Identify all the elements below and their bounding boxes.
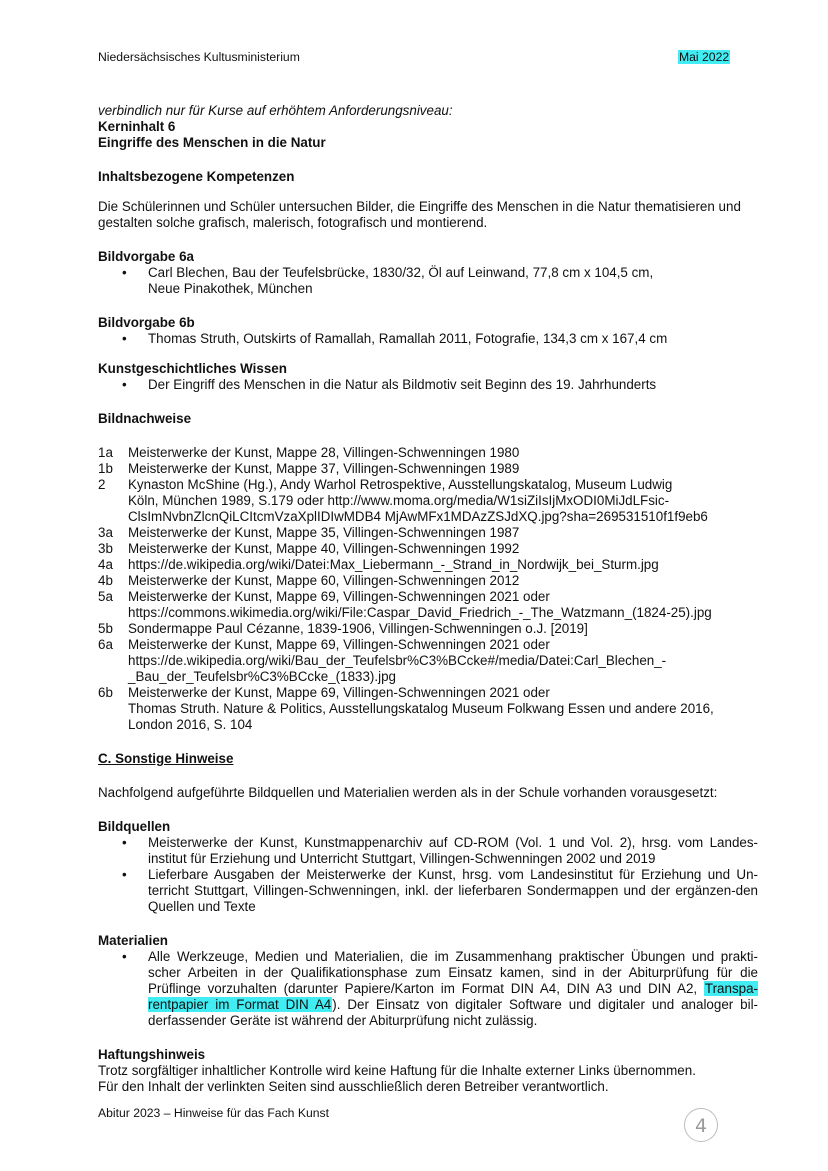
bildvorgabe-6a-item: • Carl Blechen, Bau der Teufelsbrücke, 1830/32, Öl auf Leinwand, 77,8 cm x 104,5 cm, Neue Pinakothek, München (98, 265, 758, 297)
bildnachweis-text (128, 573, 758, 589)
bildnachweise-list (98, 445, 758, 733)
bildnachweis-row (98, 541, 758, 557)
sonstige-text: Nachfolgend aufgeführte Bildquellen und Materialien werden als in der Schule vorhanden vorausgesetzt: (98, 785, 718, 800)
materialien-heading: Materialien (98, 933, 168, 948)
bildquellen-item: • Meisterwerke der Kunst, Kunstmappenarchiv auf CD-ROM (Vol. 1 und Vol. 2), hrsg. vom Landes-institut für Erziehung und Unterricht Stuttgart, Villingen-Schwenningen 2002 und 2019 (98, 835, 758, 867)
bildnachweis-text (128, 477, 758, 525)
kompetenzen-heading: Inhaltsbezogene Kompetenzen (98, 169, 295, 184)
page-number-circle (683, 1107, 719, 1143)
bildnachweis-key: 5a (98, 589, 113, 604)
wissen-item: • Der Eingriff des Menschen in die Natur als Bildmotiv seit Beginn des 19. Jahrhunderts (98, 377, 758, 393)
haftung-line-2: Für den Inhalt der verlinkten Seiten sind ausschließlich deren Betreiber verantwortlich. (98, 1079, 609, 1094)
bildnachweis-line: Köln, München 1989, S.179 oder http://www.moma.org/media/W1siZiIsIjMxODI0MiJdLFsic- (128, 493, 670, 508)
haftung-line-1: Trotz sorgfältiger inhaltlicher Kontrolle wird keine Haftung für die Inhalte externer Links übernommen. (98, 1063, 696, 1078)
bildnachweis-text (128, 621, 758, 637)
bildnachweis-text (128, 557, 758, 573)
bildnachweis-key: 2 (98, 477, 106, 492)
bildnachweis-row (98, 477, 758, 525)
bildnachweis-line: https://commons.wikimedia.org/wiki/File:Caspar_David_Friedrich_-_The_Watzmann_(1824-25).jpg (128, 605, 712, 620)
bildnachweis-line: Thomas Struth. Nature & Politics, Ausstellungskatalog Museum Folkwang Essen und andere 2016, (128, 701, 714, 716)
bildnachweis-key: 1b (98, 461, 113, 476)
materialien-highlight: Transpa-rentpapier im Format DIN A4 (148, 981, 758, 1012)
bildquellen-heading: Bildquellen (98, 819, 171, 834)
bildnachweis-key: 3a (98, 525, 113, 540)
bildnachweis-line: ClsImNvbnZlcnQiLCItcmVzaXplIDIwMDB4 MjAwMFx1MDAzZSJdXQ.jpg?sha=269531510f1f9eb6 (128, 509, 708, 524)
bildnachweis-text (128, 461, 758, 477)
bildnachweis-text (128, 589, 758, 621)
page-number: 4 (694, 1115, 708, 1137)
bildnachweis-text (128, 685, 758, 733)
bildnachweis-line: Meisterwerke der Kunst, Mappe 60, Villingen-Schwenningen 2012 (128, 573, 520, 588)
bildnachweis-text (128, 637, 758, 685)
bildnachweis-key: 4b (98, 573, 113, 588)
bildnachweis-line: https://de.wikipedia.org/wiki/Bau_der_Teufelsbr%C3%BCcke#/media/Datei:Carl_Blechen_- (128, 653, 667, 668)
kompetenzen-text: Die Schülerinnen und Schüler untersuchen Bilder, die Eingriffe des Menschen in die Natur thematisieren und gestalten solche grafisch, malerisch, fotografisch und montierend. (98, 199, 741, 230)
bildvorgabe-6b-list (98, 331, 758, 347)
bildnachweis-line: Meisterwerke der Kunst, Mappe 40, Villingen-Schwenningen 1992 (128, 541, 520, 556)
header-date-highlight: Mai 2022 (679, 50, 730, 64)
materialien-text-before: Alle Werkzeuge, Medien und Materialien, die im Zusammenhang praktischer Übungen und prakti-scher Arbeiten in der Qualifikationsphase zum Einsatz kamen, sind in der Abiturprüfung für die Prüflinge vorzuhalten (darunter Papiere/Karton im Format DIN A4, DIN A3 und DIN A2, (148, 949, 758, 996)
bildvorgabe-6b-heading: Bildvorgabe 6b (98, 315, 195, 330)
bildnachweis-key: 4a (98, 557, 113, 572)
bildvorgabe-6a-heading: Bildvorgabe 6a (98, 249, 194, 264)
wissen-heading: Kunstgeschichtliches Wissen (98, 361, 287, 376)
bildquellen-item: • Lieferbare Ausgaben der Meisterwerke der Kunst, hrsg. vom Landesinstitut für Erziehung und Un-terricht Stuttgart, Villingen-Schwenningen, inkl. der lieferbaren Sondermappen und der ergänzen-den Quellen und Texte (98, 867, 758, 915)
bildnachweis-line: Meisterwerke der Kunst, Mappe 28, Villingen-Schwenningen 1980 (128, 445, 520, 460)
bildnachweis-key: 6a (98, 637, 113, 652)
bildnachweis-row (98, 445, 758, 461)
bildnachweis-row (98, 525, 758, 541)
materialien-list (98, 949, 758, 1029)
bildnachweis-row (98, 637, 758, 685)
haftung-heading: Haftungshinweis (98, 1047, 206, 1062)
bildquellen-list (98, 835, 758, 915)
bildnachweis-key: 5b (98, 621, 113, 636)
bildnachweise-heading: Bildnachweise (98, 411, 192, 426)
kerninhalt-title: Kerninhalt 6 (98, 119, 176, 134)
bildnachweis-line: https://de.wikipedia.org/wiki/Datei:Max_Liebermann_-_Strand_in_Nordwijk_bei_Sturm.jpg (128, 557, 659, 572)
header-date (678, 50, 730, 64)
bildnachweis-row (98, 557, 758, 573)
bildnachweis-row (98, 461, 758, 477)
bildnachweis-line: _Bau_der_Teufelsbr%C3%BCcke_(1833).jpg (128, 669, 396, 684)
bildnachweis-line: London 2016, S. 104 (128, 717, 253, 732)
bildnachweis-row (98, 621, 758, 637)
bildnachweis-row (98, 685, 758, 733)
intro-note: verbindlich nur für Kurse auf erhöhtem Anforderungsniveau: (98, 103, 453, 118)
bildnachweis-line: Meisterwerke der Kunst, Mappe 69, Villingen-Schwenningen 2021 oder (128, 685, 550, 700)
materialien-text-after: ). Der Einsatz von digitaler Software und digitaler und analoger bil-derfassender Geräte ist während der Abiturprüfung nicht zulässig. (148, 997, 759, 1028)
bildnachweis-line: Meisterwerke der Kunst, Mappe 69, Villingen-Schwenningen 2021 oder (128, 637, 550, 652)
sonstige-heading: C. Sonstige Hinweise (98, 751, 234, 766)
bildnachweis-row (98, 589, 758, 621)
bildnachweis-key: 3b (98, 541, 113, 556)
bildnachweis-line: Meisterwerke der Kunst, Mappe 69, Villingen-Schwenningen 2021 oder (128, 589, 550, 604)
bildnachweis-line: Meisterwerke der Kunst, Mappe 35, Villingen-Schwenningen 1987 (128, 525, 520, 540)
bildnachweis-text (128, 525, 758, 541)
main-content (98, 103, 758, 1095)
bildnachweis-line: Meisterwerke der Kunst, Mappe 37, Villingen-Schwenningen 1989 (128, 461, 520, 476)
bildnachweis-line: Sondermappe Paul Cézanne, 1839-1906, Villingen-Schwenningen o.J. [2019] (128, 621, 588, 636)
materialien-item (98, 949, 758, 1029)
bildnachweis-key: 6b (98, 685, 113, 700)
footer-text: Abitur 2023 – Hinweise für das Fach Kunst (98, 1106, 330, 1120)
wissen-list (98, 377, 758, 393)
bildnachweis-row (98, 573, 758, 589)
bildvorgabe-6a-list (98, 265, 758, 297)
bildvorgabe-6b-item: • Thomas Struth, Outskirts of Ramallah, Ramallah 2011, Fotografie, 134,3 cm x 167,4 cm (98, 331, 758, 347)
bildnachweis-text (128, 445, 758, 461)
kerninhalt-subtitle: Eingriffe des Menschen in die Natur (98, 135, 326, 150)
bildnachweis-line: Kynaston McShine (Hg.), Andy Warhol Retrospektive, Ausstellungskatalog, Museum Ludwig (128, 477, 673, 492)
bildnachweis-key: 1a (98, 445, 113, 460)
bildnachweis-text (128, 541, 758, 557)
header-ministry: Niedersächsisches Kultusministerium (98, 50, 300, 64)
